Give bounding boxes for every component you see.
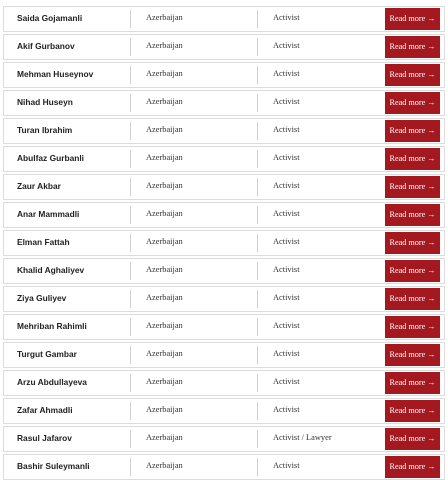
column-divider (130, 374, 131, 392)
person-role: Activist (273, 13, 300, 22)
person-role: Activist (273, 237, 300, 246)
list-item (3, 6, 445, 32)
person-country: Azerbaijan (146, 461, 183, 470)
column-divider (257, 402, 258, 420)
column-divider (130, 206, 131, 224)
person-role: Activist (273, 125, 300, 134)
person-country: Azerbaijan (146, 41, 183, 50)
person-country: Azerbaijan (146, 405, 183, 414)
person-name: Turan Ibrahim (17, 125, 73, 135)
list-item (3, 426, 445, 452)
column-divider (257, 10, 258, 28)
person-role: Activist (273, 461, 300, 470)
column-divider (130, 150, 131, 168)
read-more-button[interactable]: Read more → (385, 456, 440, 478)
read-more-button[interactable]: Read more → (385, 176, 440, 198)
person-country: Azerbaijan (146, 237, 183, 246)
column-divider (130, 178, 131, 196)
column-divider (257, 122, 258, 140)
column-divider (130, 10, 131, 28)
person-country: Azerbaijan (146, 181, 183, 190)
list-item (3, 342, 445, 368)
read-more-button[interactable]: Read more → (385, 260, 440, 282)
column-divider (257, 346, 258, 364)
person-name: Rasul Jafarov (17, 433, 72, 443)
list-item (3, 230, 445, 256)
person-country: Azerbaijan (146, 69, 183, 78)
read-more-button[interactable]: Read more → (385, 92, 440, 114)
list-item (3, 202, 445, 228)
person-role: Activist (273, 181, 300, 190)
person-country: Azerbaijan (146, 321, 183, 330)
column-divider (130, 346, 131, 364)
person-role: Activist (273, 265, 300, 274)
list-item (3, 174, 445, 200)
person-name: Saida Gojamanli (17, 13, 83, 23)
read-more-button[interactable]: Read more → (385, 148, 440, 170)
column-divider (130, 38, 131, 56)
person-role: Activist (273, 69, 300, 78)
list-item (3, 286, 445, 312)
column-divider (130, 318, 131, 336)
list-item (3, 398, 445, 424)
read-more-button[interactable]: Read more → (385, 64, 440, 86)
person-role: Activist (273, 97, 300, 106)
person-role: Activist / Lawyer (273, 433, 332, 442)
person-name: Nihad Huseyn (17, 97, 73, 107)
person-name: Mehriban Rahimli (17, 321, 87, 331)
read-more-button[interactable]: Read more → (385, 400, 440, 422)
column-divider (130, 458, 131, 476)
person-country: Azerbaijan (146, 293, 183, 302)
person-country: Azerbaijan (146, 153, 183, 162)
list-item (3, 90, 445, 116)
person-name: Mehman Huseynov (17, 69, 94, 79)
list-item (3, 370, 445, 396)
list-item (3, 314, 445, 340)
read-more-button[interactable]: Read more → (385, 316, 440, 338)
person-name: Elman Fattah (17, 237, 70, 247)
read-more-button[interactable]: Read more → (385, 8, 440, 30)
person-country: Azerbaijan (146, 349, 183, 358)
person-name: Anar Mammadli (17, 209, 80, 219)
person-country: Azerbaijan (146, 265, 183, 274)
column-divider (257, 262, 258, 280)
column-divider (257, 178, 258, 196)
person-country: Azerbaijan (146, 209, 183, 218)
column-divider (257, 318, 258, 336)
read-more-button[interactable]: Read more → (385, 232, 440, 254)
list-item (3, 454, 445, 480)
person-name: Zafar Ahmadli (17, 405, 73, 415)
person-country: Azerbaijan (146, 13, 183, 22)
column-divider (257, 150, 258, 168)
column-divider (257, 94, 258, 112)
person-country: Azerbaijan (146, 97, 183, 106)
column-divider (130, 290, 131, 308)
read-more-button[interactable]: Read more → (385, 428, 440, 450)
person-role: Activist (273, 209, 300, 218)
column-divider (130, 234, 131, 252)
read-more-button[interactable]: Read more → (385, 36, 440, 58)
person-role: Activist (273, 41, 300, 50)
column-divider (130, 402, 131, 420)
person-name: Khalid Aghaliyev (17, 265, 85, 275)
list-item (3, 146, 445, 172)
column-divider (130, 430, 131, 448)
column-divider (130, 94, 131, 112)
column-divider (130, 262, 131, 280)
column-divider (130, 66, 131, 84)
list-item (3, 258, 445, 284)
column-divider (257, 290, 258, 308)
person-name: Akif Gurbanov (17, 41, 75, 51)
person-role: Activist (273, 349, 300, 358)
column-divider (130, 122, 131, 140)
person-name: Zaur Akbar (17, 181, 61, 191)
column-divider (257, 206, 258, 224)
person-name: Abulfaz Gurbanli (17, 153, 84, 163)
column-divider (257, 430, 258, 448)
list-item (3, 34, 445, 60)
person-country: Azerbaijan (146, 125, 183, 134)
person-country: Azerbaijan (146, 433, 183, 442)
person-name: Turgut Gambar (17, 349, 77, 359)
list-item (3, 118, 445, 144)
person-role: Activist (273, 293, 300, 302)
person-name: Bashir Suleymanli (17, 461, 90, 471)
column-divider (257, 234, 258, 252)
column-divider (257, 374, 258, 392)
read-more-button[interactable]: Read more → (385, 344, 440, 366)
read-more-button[interactable]: Read more → (385, 372, 440, 394)
column-divider (257, 66, 258, 84)
read-more-button[interactable]: Read more → (385, 204, 440, 226)
read-more-button[interactable]: Read more → (385, 120, 440, 142)
column-divider (257, 38, 258, 56)
read-more-button[interactable]: Read more → (385, 288, 440, 310)
person-name: Ziya Guliyev (17, 293, 67, 303)
list-item (3, 62, 445, 88)
person-country: Azerbaijan (146, 377, 183, 386)
person-role: Activist (273, 321, 300, 330)
person-role: Activist (273, 153, 300, 162)
column-divider (257, 458, 258, 476)
person-role: Activist (273, 377, 300, 386)
person-role: Activist (273, 405, 300, 414)
person-name: Arzu Abdullayeva (17, 377, 87, 387)
